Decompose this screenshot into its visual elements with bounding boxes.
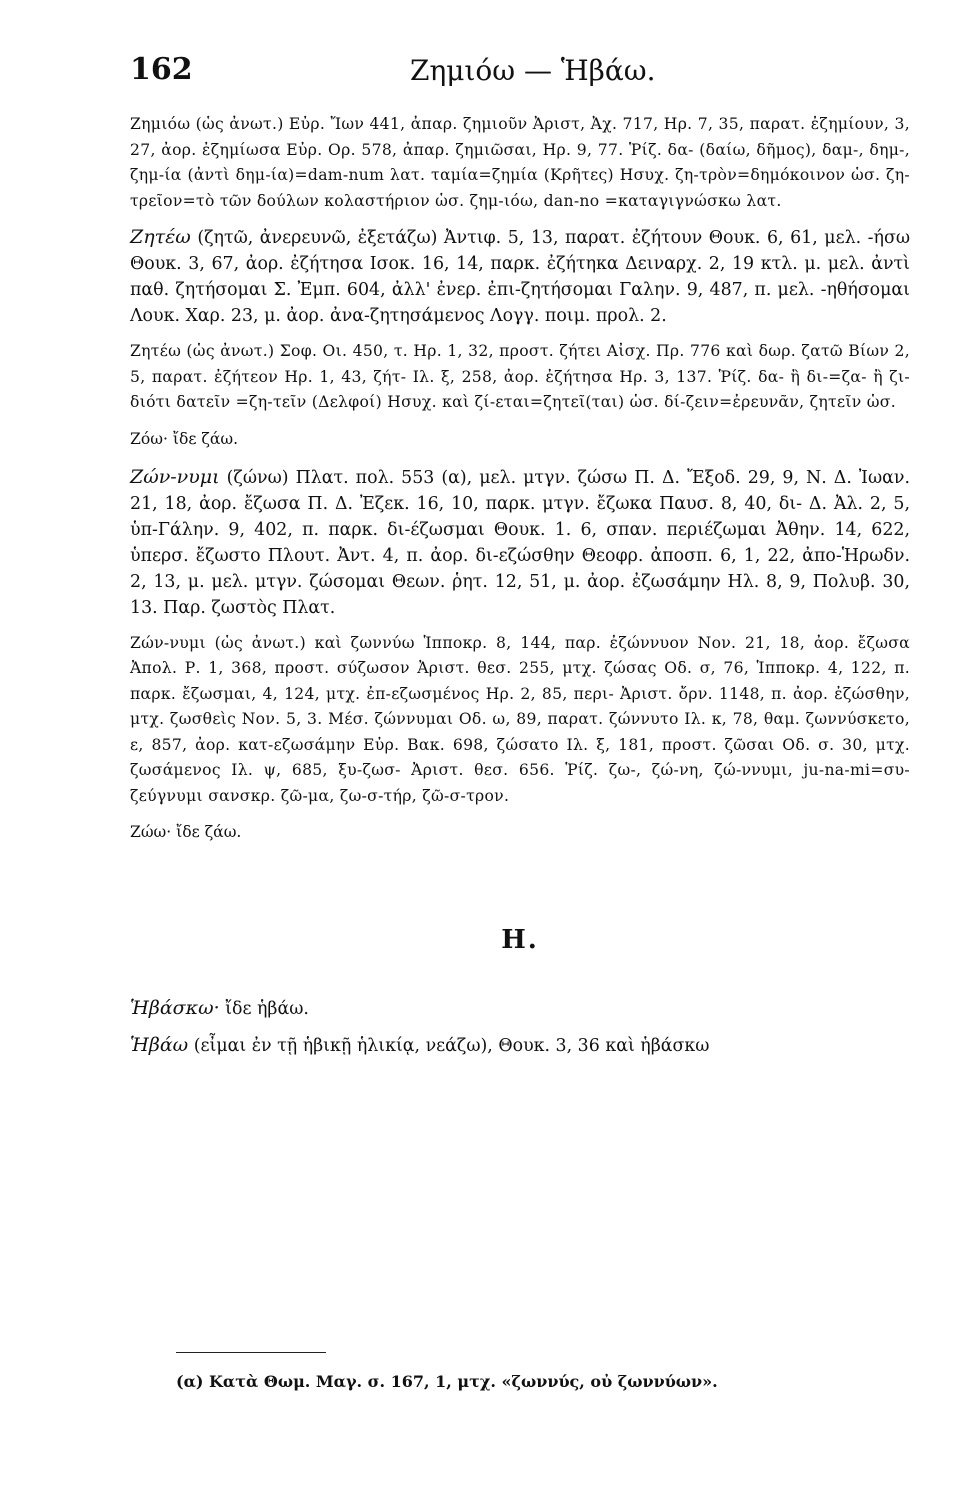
entry-text: (εἶμαι ἐν τῇ ἡβικῇ ἡλικίᾳ, νεάζω), Θουκ. 3, 36 καὶ ἡβάσκω bbox=[193, 1036, 710, 1056]
running-head: Ζημιόω — Ἡβάω. bbox=[410, 54, 656, 87]
entry-zeteo-poetic bbox=[130, 339, 910, 416]
entry-lemma: Ἡβάσκω· bbox=[130, 997, 220, 1019]
section-letter: Η. bbox=[501, 925, 539, 955]
entry-zoo-cross-ref bbox=[130, 426, 910, 452]
entry-lemma: Ζών-νυμι bbox=[130, 465, 220, 488]
entry-text: Ζητέω (ὡς ἀνωτ.) Σοφ. Οι. 450, τ. Ηρ. 1, 32, προστ. ζήτει Αἰσχ. Πρ. 776 καὶ δωρ. ζατῶ Βίων 2, 5, παρατ. ἐζήτεον Ηρ. 1, 43, ζήτ- Ιλ. ξ, 258, ἀορ. ἐζήτησα Ηρ. 3, 137. Ῥίζ. δα- ἢ δι-=ζα- ἢ ζι- διότι δατεῖν =ζη-τεῖν (Δελφοί) Ησυχ. καὶ ζί-εται=ζητεῖ(ται) ὡσ. δί-ζειν=ἐρευνᾶν, ζητεῖν ὡσ. bbox=[130, 342, 910, 411]
entry-text: Ζημιόω (ὡς ἀνωτ.) Εὐρ. Ἴων 441, ἀπαρ. ζημιοῦν Ἀριστ, Ἀχ. 717, Ηρ. 7, 35, παρατ. ἐζημίουν, 3, 27, ἀορ. ἐζημίωσα Εὐρ. Ορ. 578, ἀπαρ. ζημιῶσαι, Ηρ. 9, 77. Ῥίζ. δα- (δαίω, δῆμος), δαμ-, δημ-, ζημ-ία (ἀντὶ δημ-ία)=dam-num λατ. ταμία=ζημία (Κρῆτες) Ησυχ. ζη-τρὸν=δημόκοινον ὡσ. ζη-τρεῖον=τὸ τῶν δούλων κολαστήριον ὡσ. ζημ-ιόω, dan-no =καταγιγνώσκω λατ. bbox=[130, 115, 910, 210]
entry-text: Ζώω· ἴδε ζάω. bbox=[130, 823, 242, 841]
entry-text: Ζών-νυμι (ὡς ἀνωτ.) καὶ ζωννύω Ἱπποκρ. 8, 144, παρ. ἐζώννυον Νον. 21, 18, ἀορ. ἔζωσα Ἀπολ. Ρ. 1, 368, προστ. σύζωσον Ἀριστ. θεσ. 255, μτχ. ζώσας Οδ. σ, 76, Ἱπποκρ. 4, 122, π. παρκ. ἔζωσμαι, 4, 124, μτχ. ἐπ-εζωσμένος Ηρ. 2, 85, περι- Ἀριστ. ὄρν. 1148, π. ἀορ. ἐζώσθην, μτχ. ζωσθεὶς Νον. 5, 3. Μέσ. ζώννυμαι Οδ. ω, 89, παρατ. ζώννυτο Ιλ. κ, 78, θαμ. ζωννύσκετο, ε, 857, ἀορ. κατ-εζωσάμην Εὐρ. Βακ. 698, ζώσατο Ιλ. ξ, 181, προστ. ζῶσαι Οδ. σ. 30, μτχ. ζωσάμενος Ιλ. ψ, 685, ξυ-ζωσ- Ἀριστ. θεσ. 656. Ῥίζ. ζω-, ζώ-νη, ζώ-ννυμι, ju-na-mi=συ-ζεύγνυμι σανσκρ. ζῶ-μα, ζω-σ-τήρ, ζῶ-σ-τρον. bbox=[130, 633, 910, 805]
entry-zeteo bbox=[130, 224, 910, 329]
entry-zonnymi bbox=[130, 464, 910, 621]
dictionary-body bbox=[130, 112, 910, 1069]
entry-lemma: Ζητέω bbox=[130, 226, 191, 248]
entry-zoo2-cross-ref bbox=[130, 819, 910, 845]
entry-zonnymi-poetic bbox=[130, 631, 910, 810]
entry-lemma: Ἡβάω bbox=[130, 1034, 189, 1056]
entry-text: ἴδε ἡβάω. bbox=[225, 999, 309, 1019]
entry-text: (ζώνω) Πλατ. πολ. 553 (α), μελ. μτγν. ζώσω Π. Δ. Ἔξοδ. 29, 9, Ν. Δ. Ἰωαν. 21, 18, ἀορ. ἔζωσα Π. Δ. Ἐζεκ. 16, 10, παρκ. μτγν. ἔζωκα Παυσ. 8, 40, δι- Δ. Ἀλ. 2, 5, ὑπ-Γάλην. 9, 402, π. παρκ. δι-έζωσμαι Θουκ. 1. 6, σπαν. περιέζωμαι Ἀθην. 14, 622, ὑπερσ. ἔζωστο Πλουτ. Ἀντ. 4, π. ἀορ. δι-εζώσθην Θεοφρ. ἀποσπ. 6, 1, 22, ἀπο-Ἡρωδν. 2, 13, μ. μελ. μτγν. ζώσομαι Θεων. ῥητ. 12, 51, μ. ἀορ. ἐζωσάμην Ηλ. 8, 9, Πολυβ. 30, 13. Παρ. ζωστὸς Πλατ. bbox=[130, 467, 910, 618]
entry-text: Ζόω· ἴδε ζάω. bbox=[130, 429, 239, 448]
entry-zemioo-poetic bbox=[130, 112, 910, 214]
footnote: (α) Κατὰ Θωμ. Μαγ. σ. 167, 1, μτχ. «ζωννύς, οὐ ζωννύων». bbox=[176, 1372, 718, 1391]
page-number: 162 bbox=[130, 52, 193, 87]
entry-hbasko bbox=[130, 995, 910, 1022]
entry-text: (ζητῶ, ἀνερευνῶ, ἐξετάζω) Ἀντιφ. 5, 13, παρατ. ἐζήτουν Θουκ. 6, 61, μελ. -ήσω Θουκ. 3, 67, ἀορ. ἐζήτησα Ισοκ. 16, 14, παρκ. ἐζήτηκα Δειναρχ. 2, 19 κτλ. μ. μελ. ἀντὶ παθ. ζητήσομαι Σ. Ἐμπ. 604, ἀλλ' ἐνερ. ἐπι-ζητήσομαι Γαλην. 9, 487, π. μελ. -ηθήσομαι Λουκ. Χαρ. 23, μ. ἀορ. ἀνα-ζητησάμενος Λογγ. ποιμ. προλ. 2. bbox=[130, 228, 911, 326]
page-header bbox=[130, 52, 894, 96]
footnote-divider bbox=[176, 1352, 326, 1353]
entry-hbao bbox=[130, 1032, 910, 1059]
